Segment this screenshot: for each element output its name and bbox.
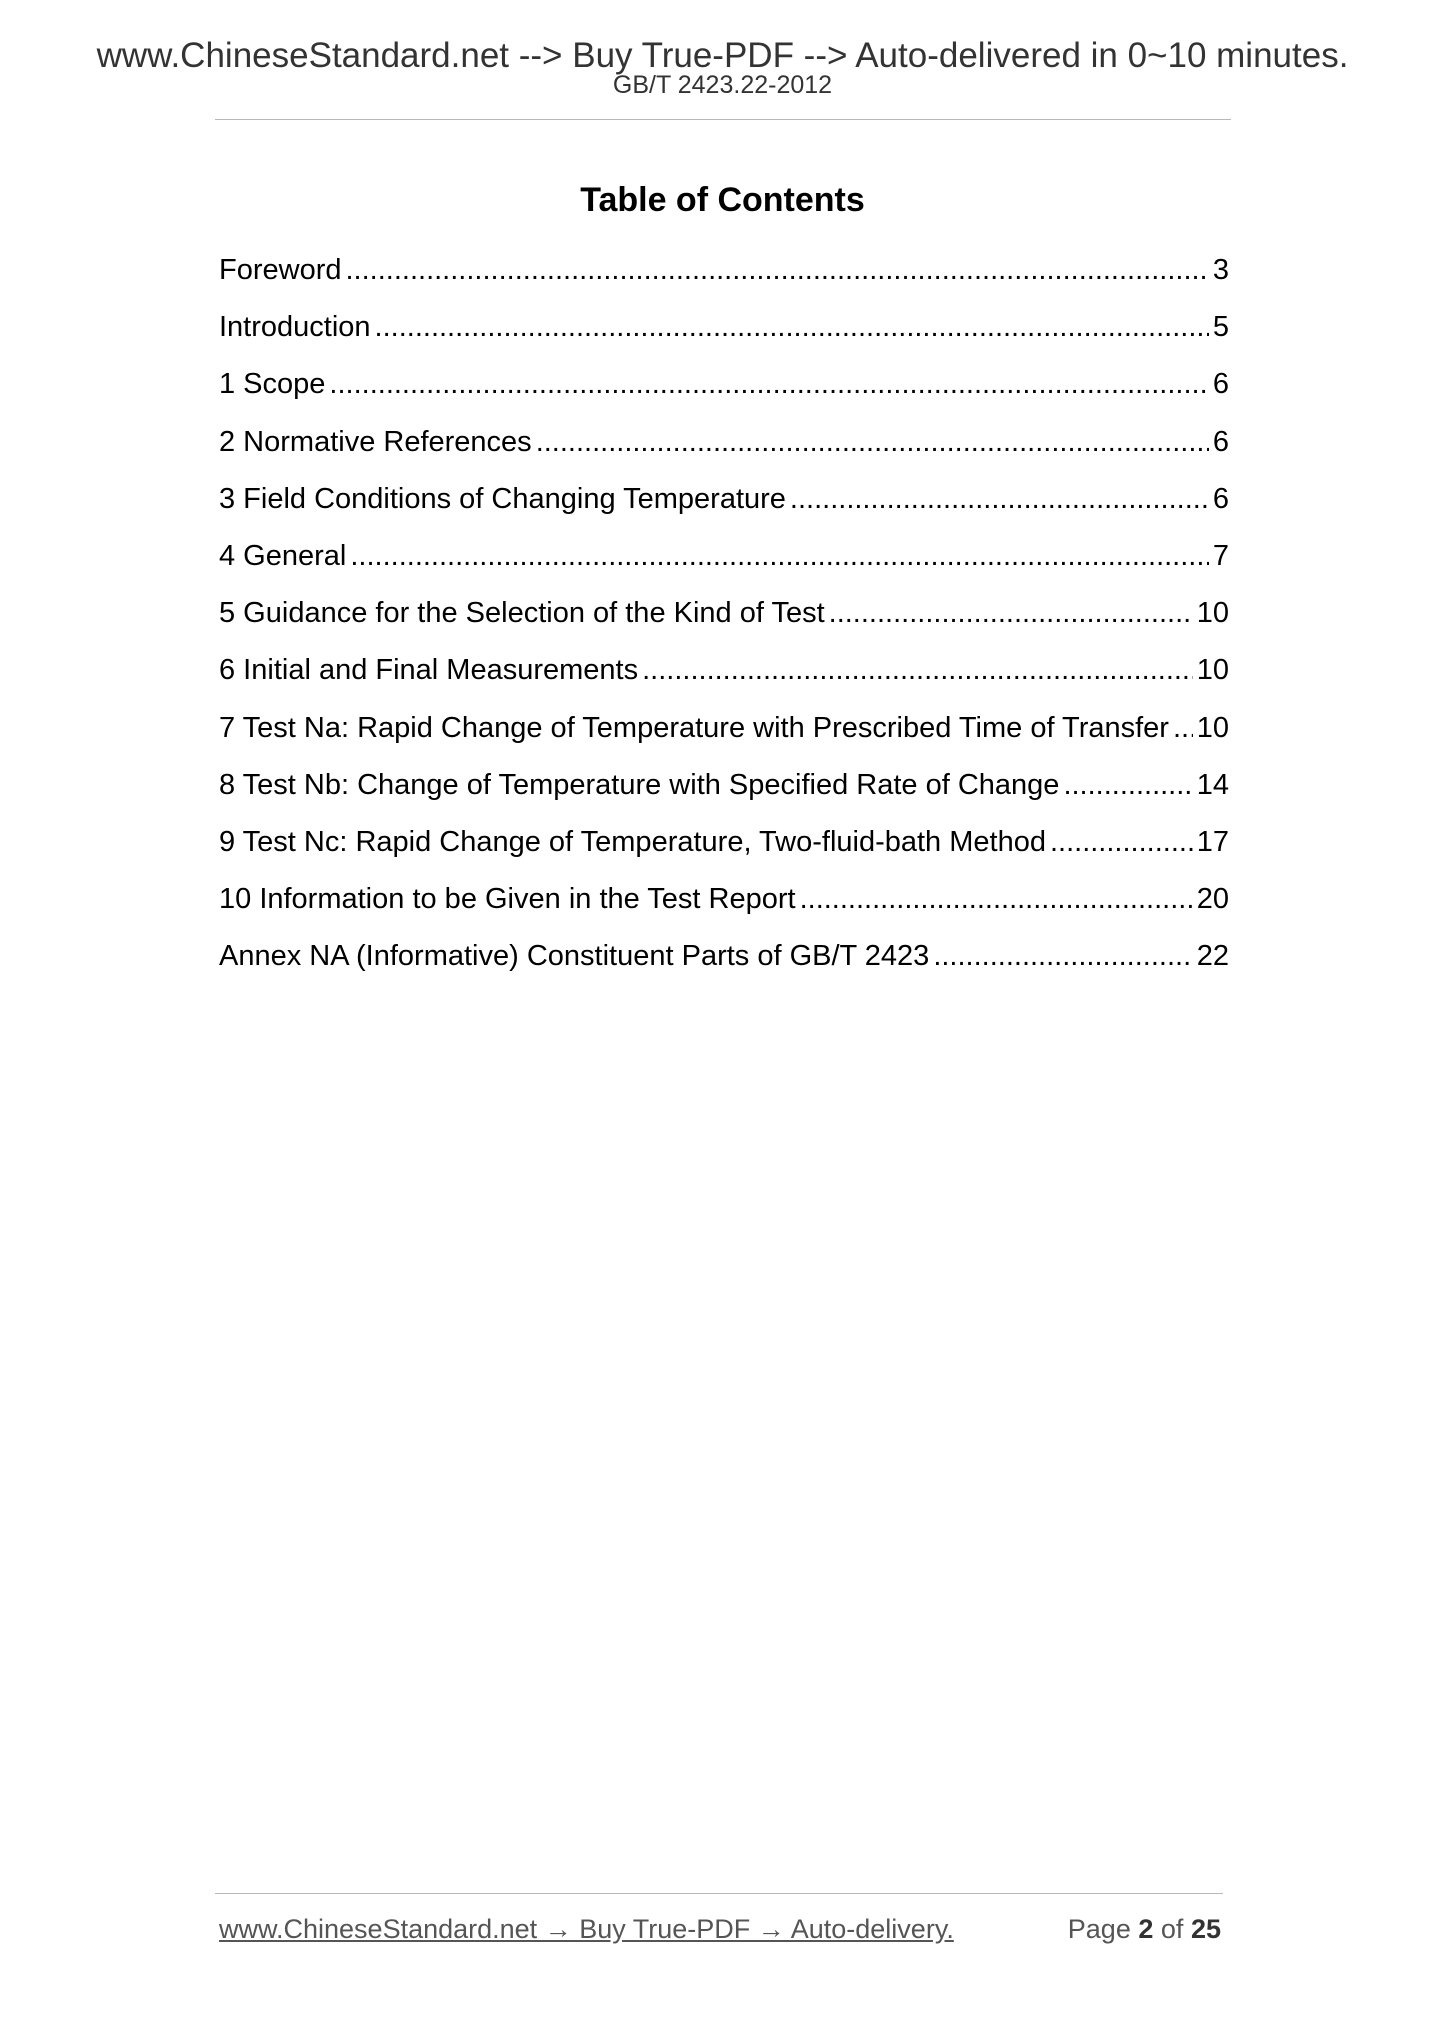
page-current: 2 [1138,1914,1154,1944]
toc-entry-label: 8 Test Nb: Change of Temperature with Specified Rate of Change [219,768,1060,801]
toc-entry-page: 6 [1212,482,1229,515]
toc-entry-page: 3 [1212,254,1229,286]
toc-entry-page: 20 [1196,883,1229,916]
header-banner: www.ChineseStandard.net --> Buy True-PDF --> Auto-delivered in 0~10 minutes. [96,36,1349,75]
toc-entry-label: 7 Test Na: Rapid Change of Temperature with Prescribed Time of Transfer [219,711,1169,744]
toc-dot-leader [536,420,1209,464]
toc-entry-label: Annex NA (Informative) Constituent Parts of GB/T 2423 [219,940,930,973]
toc-entry-normative-references[interactable] [219,420,1229,477]
toc-entry-page: 7 [1212,539,1229,572]
toc-entry-label: Introduction [219,311,371,344]
toc-entry-page: 22 [1196,940,1229,973]
toc-entry-label: 1 Scope [219,368,326,401]
toc-dot-leader [933,934,1192,978]
page-of: of [1160,1914,1184,1944]
toc-entry-label: 2 Normative References [219,425,532,458]
toc-entry-label: 3 Field Conditions of Changing Temperature [219,482,786,515]
toc-entry-label: 5 Guidance for the Selection of the Kind of Test [219,597,825,630]
toc-dot-leader [1173,706,1193,750]
page-word: Page [1067,1914,1131,1944]
footer-divider [215,1893,1223,1894]
toc-entry-test-nb[interactable] [219,763,1229,820]
toc-entry-page: 10 [1196,711,1229,744]
page-number [1068,1916,1221,1943]
toc-entry-label: 10 Information to be Given in the Test Report [219,883,796,916]
toc-entry-label: Foreword [219,254,342,286]
toc-dot-leader [375,305,1209,349]
toc-entry-page: 6 [1212,425,1229,458]
toc-entry-page: 17 [1196,825,1229,858]
toc-entry-page: 10 [1196,597,1229,630]
toc-entry-label: 9 Test Nc: Rapid Change of Temperature, Two-fluid-bath Method [219,825,1046,858]
toc-entry-initial-final-measurements[interactable] [219,648,1229,705]
toc-entry-label: 4 General [219,539,347,572]
toc-entry-foreword[interactable] [219,248,1229,305]
toc-dot-leader [1050,820,1193,864]
toc-entry-test-report[interactable] [219,877,1229,934]
header-divider [215,119,1231,120]
toc-dot-leader [1063,763,1192,807]
toc-dot-leader [329,362,1208,406]
toc-entry-page: 5 [1212,311,1229,344]
toc-dot-leader [800,877,1193,921]
toc-entry-page: 10 [1196,654,1229,687]
toc-entry-label: 6 Initial and Final Measurements [219,654,639,687]
toc-dot-leader [642,648,1193,692]
toc-entry-annex-na[interactable] [219,934,1229,991]
toc-entry-guidance-selection[interactable] [219,591,1229,648]
toc-entry-general[interactable] [219,534,1229,591]
toc-dot-leader [350,534,1209,578]
toc-dot-leader [829,591,1193,635]
toc-entry-page: 6 [1212,368,1229,401]
footer-store-link[interactable]: www.ChineseStandard.net → Buy True-PDF → Auto-delivery. [219,1914,954,1944]
toc-entry-scope[interactable] [219,362,1229,419]
toc-dot-leader [790,477,1209,521]
page-total: 25 [1190,1914,1221,1944]
toc-entry-page: 14 [1196,768,1229,801]
toc-entry-test-na[interactable] [219,706,1229,763]
toc-entry-field-conditions[interactable] [219,477,1229,534]
toc-entry-test-nc[interactable] [219,820,1229,877]
toc-entry-introduction[interactable] [219,305,1229,362]
document-code: GB/T 2423.22-2012 [612,71,833,99]
toc-title: Table of Contents [580,181,865,219]
toc-dot-leader [346,248,1209,292]
table-of-contents [219,248,1229,991]
